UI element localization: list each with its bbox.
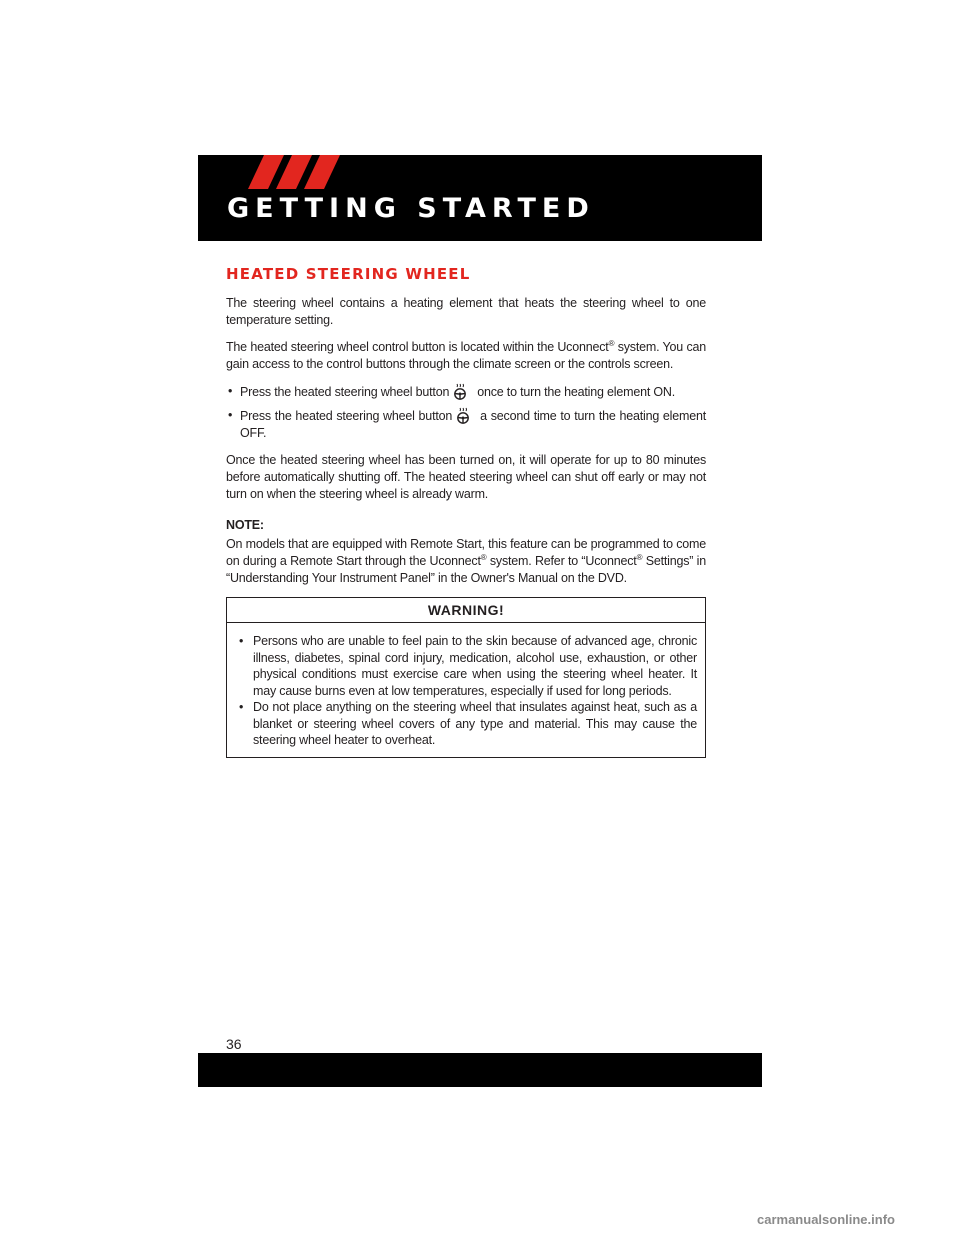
content (226, 266, 706, 758)
warning-box (226, 597, 706, 758)
section-heading: HEATED STEERING WHEEL (226, 265, 471, 283)
registered-mark: ® (636, 552, 643, 562)
warning-title: WARNING! (227, 598, 705, 623)
registered-mark: ® (608, 338, 615, 348)
bullet-dot: • (239, 700, 244, 714)
heated-steering-wheel-icon (456, 407, 470, 424)
bullet-on: • Press the heated steering wheel button once to turn the heating element ON. (228, 384, 676, 399)
heated-steering-wheel-icon (453, 383, 467, 400)
bullet-dot: • (239, 634, 244, 648)
bullet-off: • Press the heated steering wheel button a second time to turn the heating element OFF. (228, 408, 706, 440)
header-bar (198, 155, 762, 241)
red-stripes-logo (248, 155, 343, 189)
warning-body (227, 623, 705, 757)
registered-mark: ® (480, 552, 487, 562)
watermark: carmanualsonline.info (757, 1212, 895, 1227)
paragraph-duration: Once the heated steering wheel has been turned on, it will operate for up to 80 minutes before automatically shutting off. The heated steering wheel can shut off early or may not turn on when the steering wheel is already warm. (226, 453, 706, 501)
paragraph-note: On models that are equipped with Remote Start, this feature can be programmed to come on during a Remote Start through the Uconnect® system. Refer to “Uconnect® Settings” in “Understanding Your Instrument Panel” in the Owner's Manual on the DVD. (226, 537, 707, 585)
bullet-dot: • (228, 384, 233, 398)
page-number: 36 (226, 1036, 242, 1052)
warning-item: • Do not place anything on the steering wheel that insulates against heat, such as a blanket or steering wheel covers of any type and material. This may cause the steering wheel heater to overheat. (239, 700, 697, 747)
footer-bar (198, 1053, 762, 1087)
paragraph-intro: The steering wheel contains a heating element that heats the steering wheel to one temperature setting. (226, 296, 706, 327)
warning-item: • Persons who are unable to feel pain to the skin because of advanced age, chronic illness, diabetes, spinal cord injury, medication, alcohol use, exhaustion, or other physical conditions must exercise care when using the steering wheel heater. It may cause burns even at low temperatures, especially if used for long periods. (239, 634, 697, 698)
bullet-dot: • (228, 408, 233, 422)
note-label: NOTE: (226, 518, 264, 532)
paragraph-location: The heated steering wheel control button is located within the Uconnect® system. You can gain access to the control buttons through the climate screen or the controls screen. (226, 338, 706, 371)
page-section-title: GETTING STARTED (227, 193, 595, 224)
